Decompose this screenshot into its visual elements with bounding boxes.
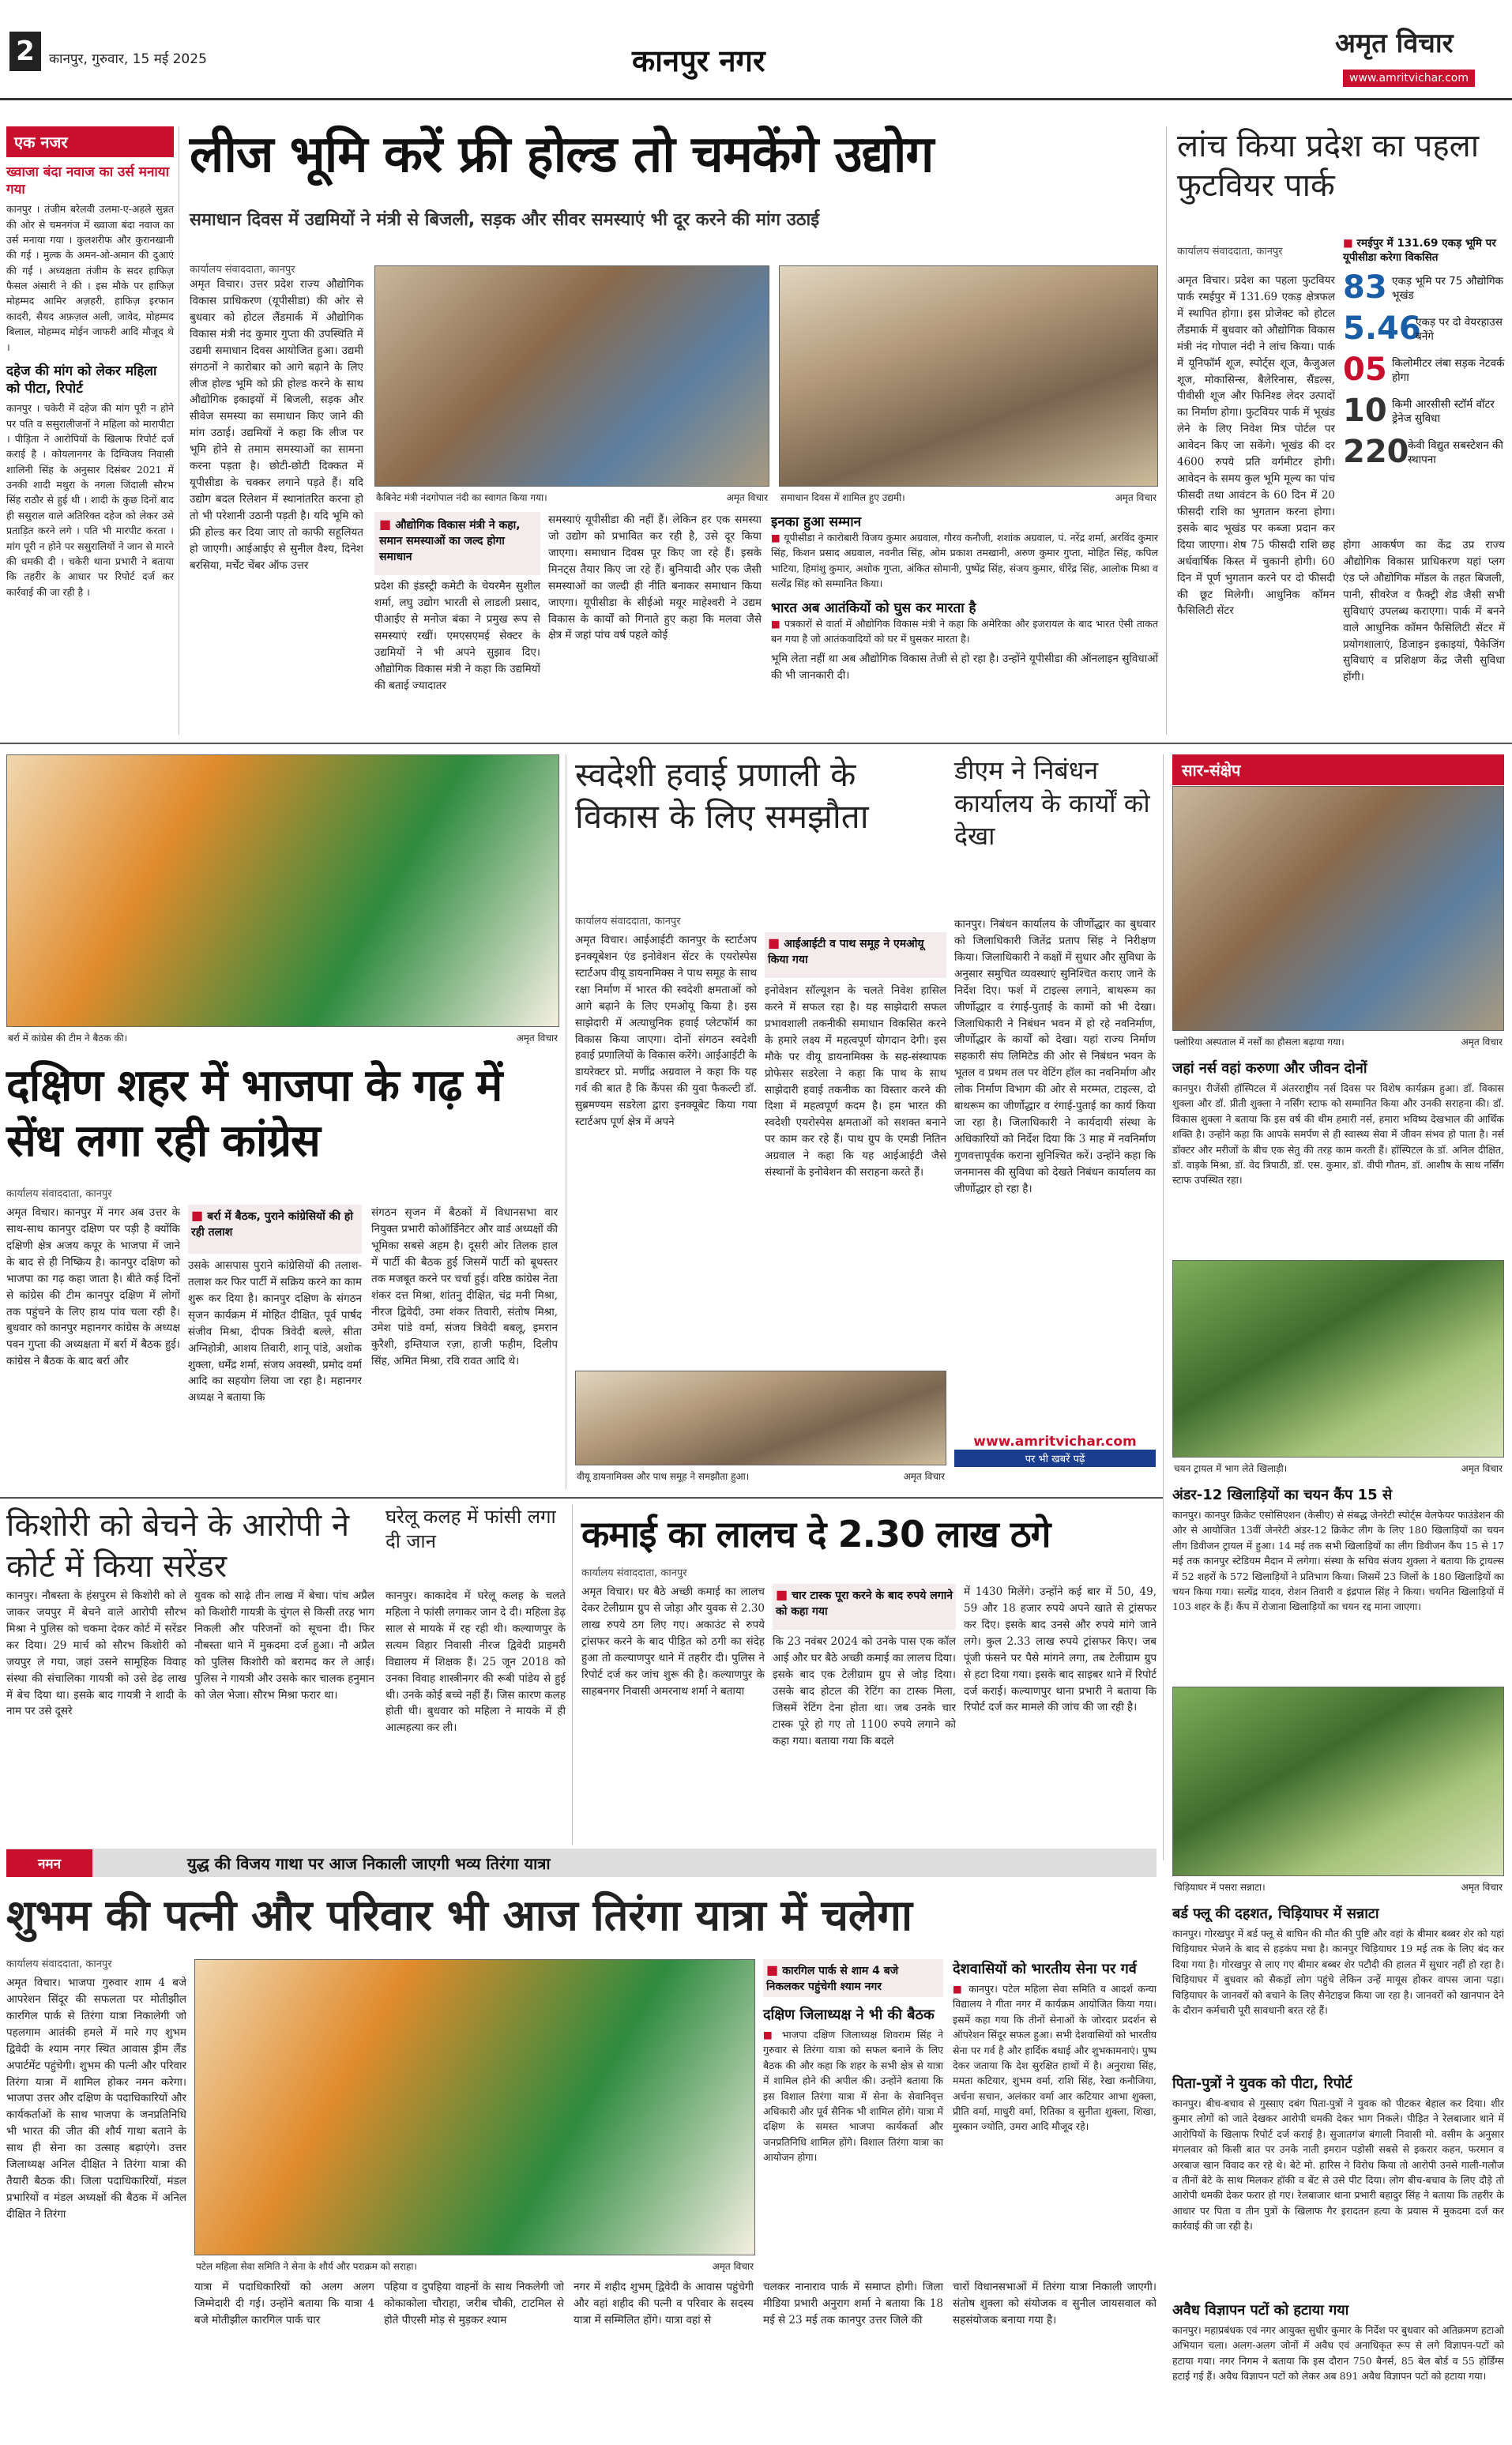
masthead	[0, 0, 1512, 103]
photo-caption-text: फ्लोरिया अस्पताल में नर्सों का हौसला बढ़ाया गया।	[1174, 1036, 1345, 1048]
swadeshi-subhead: आईआईटी व पाथ समूह ने एमओयू किया गया	[768, 938, 924, 966]
masthead-rule	[0, 98, 1512, 100]
stat-text: किमी आरसीसी स्टॉर्म वॉटर ड्रेनेज सुविधा	[1392, 398, 1495, 426]
column-divider	[1166, 126, 1167, 735]
dateline: कानपुर, गुरुवार, 15 मई 2025	[49, 51, 207, 67]
photo-credit: अमृत विचार	[712, 2261, 754, 2272]
tiranga-sub3-text: कानपुर। पटेल महिला सेवा समिति व आदर्श कन्या विद्यालय ने गीता नगर में कार्यक्रम आयोजित किया गया। इसमें कहा गया कि तीनों सेनाओं के जोरदार प्रदर्शन से ऑपरेशन सिंदूर सफल हुआ। सभी देशवासियों को भारतीय सेना पर गर्व है और हार्दिक बधाई और शुभकामनाएं। पुष्प देकर जताया कि देश सुरक्षित हाथों में है। अनुराधा सिंह, ममता कटियार, शुभम वर्मा, राशि सिंह, रेखा कनौजिया, अर्चना सचान, अलंकार वर्मा आर कटियार आभा शुक्ला, प्रीति वर्मा, माधुरी वर्मा, रितिका व सुनीता शुक्ला, शिखा, मुस्कान ज्योति, उमरा आदि मौजूद रहे।	[953, 1983, 1157, 2133]
saar-item-title: पिता-पुत्रों ने युवक को पीटा, रिपोर्ट	[1172, 2075, 1352, 2092]
congress-headline: दक्षिण शहर में भाजपा के गढ़ में सेंध लगा रही कांग्रेस	[6, 1060, 502, 1167]
kamai-headline: कमाई का लालच दे 2.30 लाख ठगे	[581, 1513, 1051, 1555]
section-rule	[0, 743, 1512, 744]
web-promo-sub: पर भी खबरें पढ़ें	[954, 1450, 1156, 1467]
sammaan-body	[771, 530, 1158, 592]
footwear-body-right: होगा आकर्षण का केंद्र उप्र राज्य औद्योगिक विकास प्राधिकरण यहां प्लग एंड प्ले औद्योगिक मॉडल के तहत बिजली, पानी, सीवरेज व फैक्ट्री शेड जैसी सभी सुविधाएं उपलब्ध कराएगा। पार्क में बनने वाले आधुनिक कॉमन फैसिलिटी सेंटर में प्रयोगशालाएं, डिजाइन इकाइयां, पैकेजिंग सुविधाएं व प्रशिक्षण केंद्र जैसी सुविधा होंगी।	[1343, 539, 1505, 684]
saar-item-body: कानपुर। रीजेंसी हॉस्पिटल में अंतरराष्ट्रीय नर्स दिवस पर विशेष कार्यक्रम हुआ। डॉ. विकास शुक्ला और डॉ. प्रीती शुक्ला ने नर्सिंग स्टाफ को सम्मानित किया और उनकी सराहना की। डॉ. विकास शुक्ला ने बताया कि इस वर्ष की थीम हमारी नर्स, हमारा भविष्य देखभाल की आर्थिक शक्ति है। उन्होंने कहा कि आपके समर्पण से ही स्वास्थ्य सेवा में जीवन संभव हो पाता है। नर्स डॉक्टर और मरीजों के बीच एक सेतु की तरह काम करती हैं। हॉस्पिटल के डॉ. अनिल दीक्षित, डॉ. वाड़के मिश्रा, डॉ. वेद त्रिपाठी, डॉ. एस. कुमार, डॉ. वीपी गौतम, डॉ. आशीष के साथ नर्सिंग स्टाफ उपस्थित रहा।	[1172, 1082, 1504, 1187]
bullet-icon: ■	[766, 1962, 783, 1977]
footwear-byline: कार्यालय संवाददाता, कानपुर	[1177, 246, 1283, 258]
footwear-stat-row	[1343, 434, 1505, 470]
gharelu-headline: घरेलू कलह में फांसी लगा दी जान	[386, 1506, 556, 1553]
photo-caption-text: वीयू डायनामिक्स और पाथ समूह ने समझौता हुआ।	[577, 1471, 750, 1482]
saar-photo-caption	[1172, 1033, 1504, 1051]
tiranga-headline: शुभम की पत्नी और परिवार भी आज तिरंगा यात्रा में चलेगा	[6, 1890, 912, 1940]
kamai-column-2: कि 23 नवंबर 2024 को उनके पास एक कॉल आई और घर बैठे अच्छी कमाई का लालच दिया। इसके बाद एक टेलीग्राम ग्रुप से जोड़ दिया। उसके बाद होटल की रेटिंग का टास्क मिला, जिसमें रेटिंग देना होता था। जब उनके चार टास्क पूरे हो गए तो 1100 रुपये लगाने को कहा गया। बताया गया कि बदले	[773, 1635, 956, 1747]
congress-subhead-box	[188, 1205, 362, 1254]
lead-subhead: औद्योगिक विकास मंत्री ने कहा, समान समस्याओं का जल्द होगा समाधान	[379, 519, 521, 563]
tiranga-sub2-body	[763, 2027, 943, 2165]
saar-item-body: कानपुर। गोरखपुर में बर्ड फ्लू से बाघिन की मौत की पुष्टि और वहां के बीमार बब्बर शेर को यहां चिड़ियाघर भेजने के बाद से हड़कंप मचा है। कानपुर चिड़ियाघर 19 मई तक के लिए बंद कर दिया गया है। गोरखपुर से लाए गए बीमार बब्बर शेर पटौदी की हालत में सुधार नहीं हो रहा है। चिड़ियाघर में बुधवार को सैकड़ों लोग पहुंचे लेकिन उन्हें मायूस होकर वापस जाना पड़ा। चिड़ियाघर के जानवरों को बचाने के लिए सैनेटाइज किया जा रहा है। जानवरों को खानपान देने के दौरान कर्मचारी पूरी सावधानी बरत रहे हैं।	[1172, 1928, 1504, 2016]
kamai-subhead-box	[773, 1584, 956, 1630]
photo-credit: अमृत विचार	[1461, 1882, 1503, 1893]
tiranga-sub2-text: भाजपा दक्षिण जिलाध्यक्ष शिवराम सिंह ने गुरुवार से तिरंगा यात्रा को सफल बनाने के लिए बैठक की और कहा कि शहर के सभी क्षेत्र से यात्रा में शामिल होने की अपील की। उन्होंने बताया कि इस विशाल तिरंगा यात्रा में सेना के सेवानिवृत्त अधिकारी और पूर्व सैनिक भी शामिल होंगे। यात्रा में दक्षिण के समस्त भाजपा कार्यकर्ता और जनप्रतिनिधि शामिल होंगे। विशाल तिरंगा यात्रा का आयोजन होगा।	[763, 2029, 943, 2163]
dm-headline: डीएम ने निबंधन कार्यालय के कार्यों को देखा	[954, 755, 1150, 852]
tiranga-column-1: अमृत विचार। भाजपा गुरुवार शाम 4 बजे आपरेशन सिंदूर की सफलता पर मोतीझील कारगिल पार्क से तिरंगा यात्रा निकालेगी जो पहलगाम आतंकी हमले में मारे गए शुभम द्विवेदी के श्याम नगर स्थित आवास ड्रीम लैंड अपार्टमेंट पहुंचेगी। शुभम की पत्नी और परिवार तिरंगा यात्रा में शामिल होकर नमन करेगा। भाजपा उत्तर और दक्षिण के पदाधिकारियों और कार्यकर्ताओं के साथ भाजपा के जनप्रतिनिधि भी भारत की जीत की शौर्य गाथा बताने के साथ ही सेना का उत्साह बढ़ाएंगे। उत्तर जिलाध्यक्ष अनिल दीक्षित ने तिरंगा यात्रा की तैयारी बैठक की। जिला पदाधिकारियों, मंडल प्रभारियों व मंडल अध्यक्षों की बैठक में अनिल दीक्षित ने तिरंगा	[6, 1977, 186, 2221]
ek-nazar-item-title: ख्वाजा बंदा नवाज का उर्स मनाया गया	[6, 164, 170, 198]
column-divider	[572, 1505, 573, 1845]
bullet-icon: ■	[953, 1983, 969, 1995]
lead-column-4: भूमि लेता नहीं था अब औद्योगिक विकास तेजी से हो रहा है। उन्होंने यूपीसीडा की ऑनलाइन सुविधाओं की भी जानकारी दी।	[771, 653, 1158, 683]
tiranga-sub3-body	[953, 1981, 1157, 2135]
web-promo[interactable]	[954, 1434, 1156, 1467]
photo-caption-text: बर्रा में कांग्रेस की टीम ने बैठक की।	[8, 1033, 128, 1044]
saar-item-body: कानपुर। कानपुर क्रिकेट एसोसिएशन (केसीए) से संबद्ध जेनरेटी स्पोर्ट्स वेलफेयर फाउंडेशन की ओर से आयोजित 13वीं जेनरेटी अंडर-12 क्रिकेट लीग के लिए 180 खिलाड़ियों का चयन लीग डिवीजन ट्रायल में हुआ। 14 मई तक सभी खिलाड़ियों का लीग डिवीजन कैंप 15 से 17 मई तक कानपुर स्टेडियम मैदान में लगेगा। संस्था के सचिव संजय शुक्ला ने बताया कि ट्रायल्स में 52 शहरों के 572 खिलाड़ियों ने प्रतिभाग किया। जिसमें 23 जिलों के 180 खिलाड़ियों का चयन किया गया। सत्येंद्र यादव, रोशन तिवारी व इंद्रपाल सिंह ने किया। चयनित खिलाड़ियों में 103 शहर के हैं। कैंप में रोजाना खिलाड़ियों का चयन रद्द माना जाएगा।	[1172, 1509, 1504, 1613]
kishori-column-2: युवक को साढ़े तीन लाख में बेचा। पांच अप्रैल को किशोरी गायत्री के चुंगल से किसी तरह भाग निकली और परिजनों को सूचना दी। फिर नौबस्ता थाने में मुकदमा दर्ज हुआ। नौ अप्रैल को पुलिस किशोरी को बरामद कर ले आई। पुलिस ने गायत्री और उसके कार चालक हनुमान को जेल भेजा। सौरभ मिश्रा फरार था।	[194, 1589, 374, 1702]
photo-credit: अमृत विचार	[1461, 1463, 1503, 1474]
photo-caption-text: चयन ट्रायल में भाग लेते खिलाड़ी।	[1174, 1463, 1288, 1474]
bullet-icon: ■	[768, 935, 784, 950]
swadeshi-photo-caption	[575, 1467, 946, 1485]
tiranga-sidebar-right	[953, 1959, 1157, 2135]
tiranga-subhead-box	[763, 1959, 943, 1997]
saar-photo-caption	[1172, 1459, 1504, 1477]
bullet-icon: ■	[763, 2029, 782, 2041]
tiranga-subhead: कारगिल पार्क से शाम 4 बजे निकलकर पहुंचेगी श्याम नगर	[766, 1965, 899, 1993]
footwear-body-left: अमृत विचार। प्रदेश का पहला फुटवियर पार्क रमईपुर में 131.69 एकड़ क्षेत्रफल में स्थापित होगा। इस प्रोजेक्ट को होटल लैंडमार्क में बुधवार को औद्योगिक विकास मंत्री नंद गोपाल नंदी ने लांच किया। पार्क में यूनिफॉर्म शूज, स्पोर्ट्स शूज, कैजुअल शूज, मोकासिन्स, बैलेरिनास, सैंडल्स, पीवीसी शूज और फिनिश्ड लेदर उत्पादों का निर्माण होगा। फुटवियर पार्क में भूखंड लेने के लिए निवेश मित्र पोर्टल पर आवेदन किए जा सकेंगे। भूखंड की दर 4600 रुपये प्रति वर्गमीटर होगी। आवेदन के समय कुल भूमि मूल्य का पांच फीसदी तथा आवंटन के 60 दिन में 20 फीसदी राशि का भुगतान करना होगा। इसके बाद भूखंड पर कब्जा प्रदान कर दिया जाएगा। शेष 75 फीसदी राशि छह अर्धवार्षिक किस्त में चुकानी होगी। 60 दिन में पूर्ण भुगतान करने पर दो फीसदी की छूट मिलेगी। आधुनिक कॉमन फैसिलिटी सेंटर	[1177, 274, 1335, 618]
tiranga-strip	[6, 1849, 1157, 1877]
footwear-stat-row	[1343, 393, 1505, 429]
footwear-stat-row	[1343, 310, 1505, 347]
stat-number: 220	[1343, 434, 1409, 471]
photo-credit: अमृत विचार	[516, 1033, 558, 1044]
tiranga-right-bottom-2: चारों विधानसभाओं में तिरंगा यात्रा निकाली जाएगी। संतोष शुक्ला को संयोजक व सुनील जायसवाल को सहसंयोजक बनाया गया है।	[953, 2281, 1157, 2327]
footwear-stat-row	[1343, 352, 1505, 388]
tiranga-strip-title: युद्ध की विजय गाथा पर आज निकाली जाएगी भव्य तिरंगा यात्रा	[187, 1853, 551, 1873]
kamai-byline: कार्यालय संवाददाता, कानपुर	[581, 1567, 687, 1579]
footwear-stats-title	[1343, 237, 1505, 265]
saar-item-title: जहां नर्स वहां करुणा और जीवन दोनों	[1172, 1060, 1367, 1077]
lead-photo-audience	[779, 265, 1158, 487]
tiranga-byline: कार्यालय संवाददाता, कानपुर	[6, 1958, 112, 1970]
stat-text: एकड़ पर दो वेयरहाउस बनेंगे	[1416, 316, 1503, 344]
sammaan-box	[771, 512, 1158, 684]
dm-body: कानपुर। निबंधन कार्यालय के जीर्णोद्धार का बुधवार को जिलाधिकारी जितेंद्र प्रताप सिंह ने निरीक्षण किया। जिलाधिकारी ने कक्षों में सुधार और सुविधा के अनुसार समुचित व्यवस्थाएं सुनिश्चित कराए जाने के निर्देश दिए। फर्श में टाइल्स लगाने, बाथरूम का जीर्णोद्धार व रंगाई-पुताई के कामों को भी देखा। जिलाधिकारी ने निबंधन भवन में हो रहे नवनिर्माण, जीर्णोद्धार के कार्यों को देखा। यहां राज्य निर्माण सहकारी संघ लिमिटेड की ओर से निबंधन भवन के भूतल व प्रथम तल पर वेटिंग हॉल का नवनिर्माण और लोक निर्माण विभाग की ओर से मरम्मत, टाइल्स, दो बाथरूम का जीर्णोद्धार व रंगाई-पुताई का कार्य किया जा रहा है। जिलाधिकारी ने कार्यदायी संस्था के अधिकारियों को निर्देश दिया कि 3 माह में नवनिर्माण गुणवत्तापूर्वक कराना सुनिश्चित करें। उन्होंने कहा कि जनमानस की सुविधा को देखते निबंधन कार्यालय का जीर्णोद्धार हो रहा है।	[954, 918, 1156, 1195]
congress-photo-caption	[6, 1029, 559, 1047]
footwear-headline: लांच किया प्रदेश का पहला फुटवियर पार्क	[1177, 128, 1480, 204]
congress-subhead: बर्रा में बैठक, पुराने कांग्रेसियों की हो रही तलाश	[191, 1210, 353, 1239]
brand-url: www.amritvichar.com	[1343, 70, 1475, 87]
saar-item-title: बर्ड फ्लू की दहशत, चिड़ियाघर में सन्नाटा	[1172, 1905, 1379, 1922]
ek-nazar-item-body: कानपुर । तंजीम बरेलवी उलमा-ए-अहले सुन्नत की ओर से चमनगंज में ख्वाजा बंदा नवाज का उर्स मनाया गया । कुलशरीफ और कुरानखानी की गई । मुल्क के अमन-ओ-अमान की दुआएं की गईं । अध्यक्षता तंजीम के सदर हाफिज़ फैसल अंसारी ने की । इस मौके पर हाफिज़ मोहम्मद आमिर अज़हरी, हाफिज़ इरफान कादरी, सैयद अफ़ज़ल अली, जावेद, मोहम्मद बिलाल, मोहम्मद मोईन जाफरी आदि मौजूद थे ।	[6, 203, 174, 353]
aatankiyon-text: पत्रकारों से वार्ता में औद्योगिक विकास मंत्री ने कहा कि अमेरिका और इजरायल के बाद भारत ऐसी ताकत बन गया है जो आतंकवादियों को घर में घुसकर मारता है।	[771, 617, 1158, 645]
photo-credit: अमृत विचार	[726, 492, 768, 503]
congress-photo	[6, 754, 559, 1027]
aatankiyon-body	[771, 616, 1158, 647]
photo-credit: अमृत विचार	[1461, 1036, 1503, 1048]
sammaan-text: यूपीसीडा ने कारोबारी विजय कुमार अग्रवाल, गौरव कनौजी, शशांक अग्रवाल, पं. नरेंद्र शर्मा, अरविंद कुमार सिंह, किशन प्रसाद अग्रवाल, नवनीत सिंह, ओम प्रकाश तमखानी, अरुण कुमार गुप्ता, मोहित सिंह, कपिल भाटिया, हिमांशु कुमार, अशोक गुप्ता, अंकित सोमानी, पुष्पेंद्र सिंह, संजय कुमार, धीरेंद्र सिंह, आलोक मिश्रा व सत्येंद्र सिंह को सम्मानित किया।	[771, 532, 1158, 590]
kishori-headline: किशोरी को बेचने के आरोपी ने कोर्ट में किया सरेंडर	[6, 1507, 350, 1585]
tiranga-sub2-title: दक्षिण जिलाध्यक्ष ने भी की बैठक	[763, 2007, 935, 2023]
saar-photo-nurses	[1172, 786, 1504, 1031]
saar-item-title: अवैध विज्ञापन पटों को हटाया गया	[1172, 2302, 1349, 2319]
saar-item-body: कानपुर। बीच-बचाव से गुस्साए दबंग पिता-पुत्रों ने युवक को पीटकर बेहाल कर दिया। शीर कुमार लोगों को जाते देखकर आरोपी धमकी देकर भाग निकले। पीड़ित ने रेलबाजार थाने में आरोपियों के खिलाफ रिपोर्ट दर्ज कराई है। सुजातगंज बंगाली निवासी मो. वसीम के अनुसार मंगलवार को किसी बात पर उनके नाती इमरान पड़ोसी सबसे से इकरार कहन, फरमान व अरबाज खान विवाद कर रहे थे। बेटे मो. हारिस ने विरोध किया तो आरोपी उनसे गाली-गलौज व तीनों बेटे के साथ मिलकर हॉकी व बेंट से उसे पीट दिया। लोग बीच-बचाव के लिए दौड़े तो आरोपी धमकी देकर फरार हो गए। रेलबाजार थाना प्रभारी बहादुर सिंह ने बताया कि तहरीर के आधार पर पिता व तीन पुत्रों के खिलाफ गैर इरादतन हत्या के प्रयास में मुकदमा दर्ज कर कार्रवाई की जा रही है।	[1172, 2097, 1504, 2232]
footwear-stats-box	[1343, 237, 1505, 470]
swadeshi-column-2: इनोवेशन सॉल्यूशन के चलते निवेश हासिल करने में सफल रहा है। यह साझेदारी सफल प्रभावशाली तकनीकी समाधान विकसित करने के हमारे लक्ष्य में महत्वपूर्ण योगदान देगी। इस मौके पर वीयू डायनामिक्स के सह-संस्थापक प्रोफेसर सडरेला ने कहा कि पाथ के साथ साझेदारी हवाई तकनीक का विस्तार करने की दिशा में महत्वपूर्ण कदम है। हम भारत की स्वदेशी एयरोस्पेस क्षमताओं को सशक्त बनाने पर काम कर रहे हैं। पाथ ग्रुप के एमडी नितिन अग्रवाल ने कहा कि यह आईआईटी जैसे संस्थानों के इनोवेशन की सराहना करते हैं।	[765, 984, 946, 1179]
tiranga-sidebar-middle	[763, 1959, 943, 2165]
bullet-icon: ■	[771, 532, 784, 544]
footwear-stats-title-text: रमईपुर में 131.69 एकड़ भूमि पर यूपीसीडा करेगा विकसित	[1343, 237, 1496, 264]
tiranga-column-below-2: पहिया व दुपहिया वाहनों के साथ निकलेगी जो कोकाकोला चौराहा, जरीब चौकी, टाटमिल से होते पीएसी मोड़ से मुड़कर श्याम	[384, 2281, 564, 2327]
stat-number: 83	[1343, 269, 1387, 307]
saar-photo-caption	[1172, 1878, 1504, 1896]
kishori-column-1: कानपुर। नौबस्ता के हंसपुरम से किशोरी को ले जाकर जयपुर में बेचने वाले आरोपी सौरभ मिश्रा ने पुलिस को चकमा देकर कोर्ट में सरेंडर कर दिया। 29 मार्च को सौरभ किशोरी को जयपुर ले गया, जहां उसने सामूहिक विवाह संस्था की संचालिका गायत्री को उसे डेढ़ लाख में बेच दिया था। इसके बाद गायत्री ने शादी के नाम पर उसे दूसरे	[6, 1589, 186, 1718]
lead-column-2: प्रदेश की इंडस्ट्री कमेटी के चेयरमैन सुशील शर्मा, लघु उद्योग भारती से लाडली प्रसाद, पीआईए से मनोज बंका ने प्रमुख रूप से समस्याएं रखीं। एमएसएमई सेक्टर के उद्यमियों ने भी अपने सुझाव दिए। औद्योगिक विकास मंत्री ने कहा कि उद्यमियों की बताई ज्यादातर	[374, 580, 540, 692]
swadeshi-subhead-box	[765, 932, 946, 978]
bullet-icon: ■	[771, 617, 784, 630]
bullet-icon: ■	[776, 1587, 792, 1602]
photo-credit: अमृत विचार	[903, 1471, 945, 1482]
photo-caption-text: समाधान दिवस में शामिल हुए उद्यमी।	[780, 492, 905, 503]
bullet-icon: ■	[379, 517, 396, 532]
tiranga-strip-label: नमन	[6, 1849, 92, 1877]
web-promo-url[interactable]: www.amritvichar.com	[973, 1434, 1137, 1450]
stat-text: एकड़ भूमि पर 75 औद्योगिक भूखंड	[1392, 275, 1503, 303]
congress-column-2: उसके आसपास पुराने कांग्रेसियों की तलाश-तलाश कर फिर पार्टी में सक्रिय करने का काम शुरू कर दिया है। कानपुर दक्षिण के संगठन सृजन कार्यक्रम में मोहित दीक्षित, पूर्व पार्षद संजीव मिश्रा, दीपक त्रिवेदी बल्ले, सीता अग्निहोत्री, आशय तिवारी, शानू पांडे, अशोक शुक्ला, धर्मेंद्र शर्मा, संजय अवस्थी, प्रमोद वर्मा आदि का सहयोग लिया जा रहा है। महानगर अध्यक्ष ने बताया कि	[188, 1259, 362, 1405]
photo-credit: अमृत विचार	[1115, 492, 1157, 503]
ek-nazar-column	[6, 126, 174, 735]
swadeshi-photo	[575, 1371, 946, 1465]
saar-photo-zoo	[1172, 1687, 1504, 1876]
saar-item-title: अंडर-12 खिलाड़ियों का चयन कैंप 15 से	[1172, 1487, 1393, 1503]
tiranga-column-below-1: यात्रा में पदाधिकारियों को अलग अलग जिम्मेदारी दी गई। उन्होंने बताया कि यात्रा 4 बजे मोतीझील कारगिल पार्क चार	[194, 2281, 374, 2327]
ek-nazar-label: एक नजर	[6, 126, 174, 157]
stat-number: 5.46	[1343, 310, 1421, 348]
gharelu-body: कानपुर। काकादेव में घरेलू कलह के चलते महिला ने फांसी लगाकर जान दे दी। महिला डेढ़ साल से मायके में रह रही थी। कल्याणपुर के सत्यम विहार निवासी नीरज द्विवेदी प्राइमरी विद्यालय में शिक्षक हैं। 25 जून 2018 को उनका विवाह शास्त्रीनगर की रूबी पांडेय से हुई थी। उनके कोई बच्चे नहीं हैं। जिस कारण कलह होती थी। बुधवार को महिला ने मायके में ही आत्महत्या कर ली।	[386, 1589, 566, 1735]
ek-nazar-item-body: कानपुर । चकेरी में दहेज की मांग पूरी न होने पर पति व ससुरालीजनों ने महिला को मारापीटा । पीड़िता ने आरोपियों के खिलाफ रिपोर्ट दर्ज कराई है । कोयलानगर के दिग्विजय निवासी शालिनी सिंह के अनुसार दिसंबर 2021 में उनकी शादी मथुरा के नगला जिंदाली सौरभ सिंह राठौर से हुई थी । शादी के कुछ दिनों बाद ही ससुराल वाले अतिरिक्त दहेज को लेकर उसे प्रताड़ित करने लगे । पति भी मारपीट करता । मांग पूरी न होने पर ससुरालियों ने जान से मारने की धमकी दी । चकेरी थाना प्रभारी ने बताया कि तहरीर के आधार पर रिपोर्ट दर्ज कर कार्रवाई की जा रही है ।	[6, 402, 174, 598]
tiranga-right-bottom-1: चलकर नानाराव पार्क में समाप्त होगी। जिला मीडिया प्रभारी अनुराग शर्मा ने बताया कि 18 मई से 23 मई तक कानपुर उत्तर जिले की	[763, 2281, 943, 2327]
saar-item-body: कानपुर। महाप्रबंधक एवं नगर आयुक्त सुधीर कुमार के निर्देश पर बुधवार को अतिक्रमण हटाओ अभियान चला। अलग-अलग जोनों में अवैध एवं अनाधिकृत रूप से लगे विज्ञापन-पटों को हटाया गया। नगर निगम ने बताया कि इस दौरान 750 बैनर्स, 85 बेल बोर्ड व 55 होर्डिंग्स हटाई गई हैं। अवैध विज्ञापन पटों को लेकर अब 891 अवैध विज्ञापन पटों को हटाया गया।	[1172, 2324, 1504, 2383]
saar-photo-cricket	[1172, 1260, 1504, 1458]
lead-column-3: समस्याएं यूपीसीडा की नहीं हैं। लेकिन हर एक समस्या जो उद्योग को प्रभावित कर रही है, उसे दूर किया जाएगा। समाधान दिवस पूर किए जा रहे हैं। इसके मिनट्स तैयार किए जा रहे हैं। बुनियादी और एक जैसी समस्याओं का जल्दी ही नीति बनाकर समाधान किया जाएगा। यूपीसीडा के सीईओ मयूर माहेश्वरी ने उद्यम विकास के कार्यों को गिनाते हुए कहा कि मलवा जैसे क्षेत्र में जहां पांच वर्ष पहले कोई	[548, 513, 762, 642]
tiranga-sub3-title: देशवासियों को भारतीय सेना पर गर्व	[953, 1961, 1137, 1977]
lead-column-1: अमृत विचार। उत्तर प्रदेश राज्य औद्योगिक विकास प्राधिकरण (यूपीसीडा) की ओर से बुधवार को होटल लैंडमार्क में औद्योगिक विकास मंत्री नंद कुमार गुप्ता की उपस्थिति में उद्यमी समाधान दिवस आयोजित हुआ। उद्यमी संगठनों ने कारोबार को आगे बढ़ाने के लिए लीज होल्ड भूमि को फ्री होल्ड करने के साथ औद्योगिक इकाइयों में बिजली, सड़क और सीवेज समस्या का समाधान किए जाने की मांग उठाई। उद्यमियों ने कहा कि लीज पर भूमि होने से तमाम समस्याओं का सामना करना पड़ता है। छोटी-छोटी दिक्कत में यूपीसीडा के चक्कर लगाने पड़ते हैं। यदि उद्योग बदल रिलेशन में स्थानांतरित करना हो तो भी परेशानी उठानी पड़ती है। यदि भूमि को फ्री होल्ड कर दिया जाए तो काफी सहूलियत हो जाएगी। आईआईए से सुनील वैश्य, दिनेश बरसिया, मर्चेंट चेंबर ऑफ उत्तर	[190, 278, 363, 572]
stat-number: 10	[1343, 393, 1387, 430]
ek-nazar-item-title: दहेज की मांग को लेकर महिला को पीटा, रिपोर्ट	[6, 363, 157, 397]
swadeshi-byline: कार्यालय संवाददाता, कानपुर	[575, 916, 681, 927]
swadeshi-column-1: अमृत विचार। आईआईटी कानपुर के स्टार्टअप इनक्यूबेशन एंड इनोवेशन सेंटर के एयरोस्पेस स्टार्टअप वीयू डायनामिक्स ने पाथ समूह के साथ रक्षा निर्माण में भारत की स्वदेशी क्षमताओं को आगे बढ़ाने के लिए एमओयू किया है। इस साझेदारी में अत्याधुनिक हवाई प्लेटफॉर्म का विकास किया जाएगा। दोनों संगठन स्वदेशी हवाई प्रणालियों के विकास करेंगे। आईआईटी के डायरेक्टर प्रो. मणींद्र अग्रवाल ने कहा कि यह गर्व की बात है कि कैंपस की युवा फैकल्टी डॉ. सुब्रमण्यम सडरेला द्वारा इनक्यूबेट किया गया स्टार्टअप पूर्ण क्षेत्र में अपने	[575, 934, 757, 1129]
congress-byline: कार्यालय संवाददाता, कानपुर	[6, 1188, 112, 1200]
tiranga-column-below-3: नगर में शहीद शुभम् द्विवेदी के आवास पहुंचेगी और वहां शहीद की पत्नी व परिवार के सदस्य यात्रा में सम्मिलित होंगे। यात्रा वहां से	[574, 2281, 754, 2327]
saar-label: सार-संक्षेप	[1172, 754, 1504, 785]
stat-number: 05	[1343, 352, 1387, 389]
bullet-icon: ■	[191, 1208, 208, 1223]
lead-photo-caption	[374, 488, 769, 506]
lead-photo-minister	[374, 265, 769, 487]
lead-subhead-box	[374, 512, 540, 575]
tiranga-photo	[194, 1959, 755, 2255]
congress-column-1: अमृत विचार। कानपुर में नगर अब उत्तर के साथ-साथ कानपुर दक्षिण पर पड़ी है क्योंकि दक्षिणी क्षेत्र अजय कपूर के भाजपा में जाने के बाद से ही निष्क्रिय है। कानपुर दक्षिण को भाजपा का गढ़ कहा जाता है। बीते कई दिनों से कांग्रेस की टीम कानपुर दक्षिण में लोगों तक पहुंचने के लिए हाथ पांव चला रही है। बुधवार को कानपुर महानगर कांग्रेस के अध्यक्ष पवन गुप्ता की अध्यक्षता में बर्रा में बैठक हुई। कांग्रेस ने बैठक के बाद बर्रा और	[6, 1206, 180, 1368]
stat-text: केवी विद्युत सबस्टेशन की स्थापना	[1408, 439, 1503, 467]
kamai-subhead: चार टास्क पूरा करने के बाद रुपये लगाने को कहा गया	[776, 1589, 953, 1618]
congress-column-3: संगठन सृजन में बैठकों में विधानसभा वार नियुक्त प्रभारी कोऑर्डिनेटर और वार्ड अध्यक्षों की भूमिका सबसे अहम है। दूसरी ओर तिलक हाल में पार्टी की बैठक हुई जिसमें पार्टी को बूथस्तर तक मजबूत करने पर चर्चा हुई। वरिष्ठ कांग्रेस नेता शंकर दत्त मिश्रा, शांतनु दीक्षित, चंद्र मनी मिश्रा, नीरज द्विवेदी, उमा शंकर तिवारी, संतोष मिश्रा, उमेश पांडे वर्मा, संजय त्रिवेदी बबलू, इमरान कुरैशी, इम्तियाज रज़ा, हाजी फहीम, दिलीप सिंह, अमित मिश्रा, रवि रावत आदि थे।	[371, 1206, 558, 1368]
photo-caption-text: चिड़ियाघर में पसरा सन्नाटा।	[1174, 1882, 1266, 1893]
stat-text: किलोमीटर लंबा सड़क नेटवर्क होगा	[1392, 357, 1505, 385]
lead-headline: लीज भूमि करें फ्री होल्ड तो चमकेंगे उद्योग	[190, 126, 934, 184]
kamai-column-3: में 1430 मिलेंगे। उन्होंने कई बार में 50, 49, 59 और 18 हजार रुपये अपने खाते से ट्रांसफर कर दिए। इसके बाद उनसे और रुपये मांगे जाने लगे। कुल 2.33 लाख रुपये ट्रांसफर किए। जब पूंजी फंसने पर पैसे मांगने लगा, तब टेलीग्राम ग्रुप से हटा दिया गया। इसके बाद साइबर थाने में रिपोर्ट दर्ज कराई। कल्याणपुर थाना प्रभारी ने बताया कि रिपोर्ट दर्ज कर मामले की जांच की जा रही है।	[964, 1585, 1157, 1714]
tiranga-photo-caption	[194, 2257, 755, 2275]
page-number: 2	[9, 32, 41, 71]
lead-byline: कार्यालय संवाददाता, कानपुर	[190, 264, 295, 276]
photo-caption-text: पटेल महिला सेवा समिति ने सेना के शौर्य और पराक्रम को सराहा।	[196, 2261, 417, 2272]
section-title: कानपुर नगर	[632, 43, 765, 78]
aatankiyon-heading: भारत अब आतंकियों को घुस कर मारता है	[771, 600, 976, 616]
brand-logo: अमृत विचार	[1335, 28, 1454, 59]
column-divider	[1163, 754, 1164, 1860]
bullet-icon: ■	[1343, 237, 1357, 250]
footwear-stat-row	[1343, 269, 1505, 306]
section-rule	[0, 1497, 1163, 1499]
swadeshi-headline: स्वदेशी हवाई प्रणाली के विकास के लिए समझौता	[575, 755, 869, 836]
lead-photo-caption	[779, 488, 1158, 506]
sammaan-heading: इनका हुआ सम्मान	[771, 514, 862, 530]
lead-deck: समाधान दिवस में उद्यमियों ने मंत्री से बिजली, सड़क और सीवर समस्याएं भी दूर करने की मांग उठाई	[190, 210, 820, 230]
kamai-column-1: अमृत विचार। घर बैठे अच्छी कमाई का लालच देकर टेलीग्राम ग्रुप से जोड़ा और युवक से 2.30 लाख रुपये ठग लिए गए। अकाउंट से रुपये ट्रांसफर करने के बाद पीड़ित को ठगी का संदेह हुआ तो कल्याणपुर थाने में तहरीर दी। पुलिस ने रिपोर्ट दर्ज कर जांच शुरू की है। कल्याणपुर के साहबनगर निवासी अमरनाथ शर्मा ने बताया	[581, 1585, 765, 1698]
photo-caption-text: कैबिनेट मंत्री नंदगोपाल नंदी का स्वागत किया गया।	[376, 492, 547, 503]
